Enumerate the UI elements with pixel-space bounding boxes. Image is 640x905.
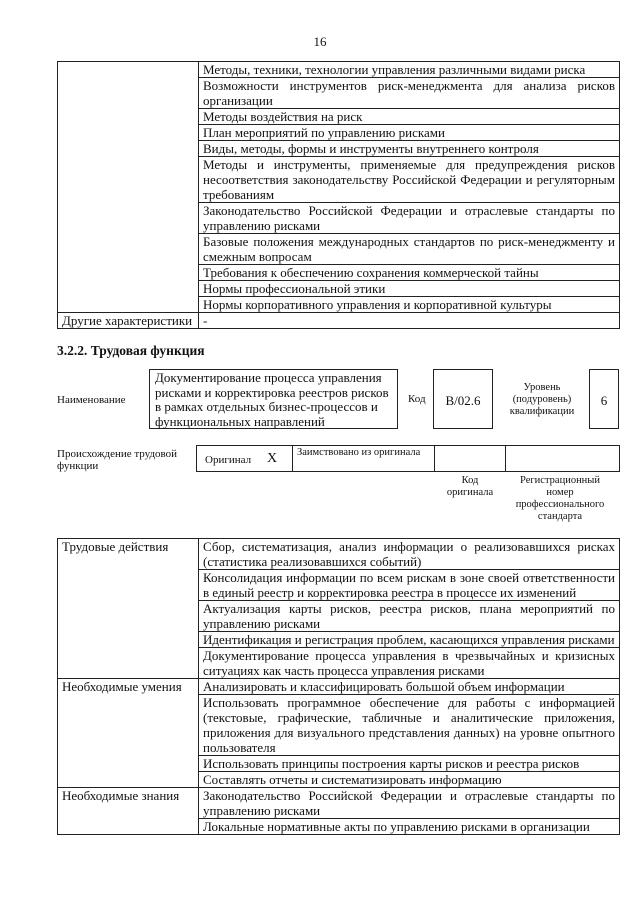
level-value: 6	[600, 393, 608, 408]
table-cell: Законодательство Российской Федерации и отраслевые стандарты по управлению рисками	[199, 788, 620, 819]
table-cell: Анализировать и классифицировать большой объем информации	[199, 679, 620, 695]
regnum-caption: Регистрационный номер профессионального стандарта	[515, 475, 605, 522]
table-cell: Методы и инструменты, применяемые для предупреждения рисков несоответствия законодательству Российской Федерации и регуляторным требованиям	[199, 157, 620, 203]
divider-3	[505, 446, 506, 471]
table-cell: План мероприятий по управлению рисками	[199, 125, 620, 141]
borrowed-label: Заимствовано из оригинала	[297, 447, 421, 458]
table-cell: Локальные нормативные акты по управлению рисками в организации	[199, 819, 620, 835]
level-value-box	[589, 369, 619, 429]
table-cell: Актуализация карты рисков, реестра рисков, плана мероприятий по управлению рисками	[199, 601, 620, 632]
original-label: Оригинал	[205, 454, 252, 466]
name-value: Документирование процесса управления рисками и корректировка реестров рисков в рамках отдельных бизнес-процессов и функциональных направлений	[155, 370, 389, 429]
code-value: B/02.6	[445, 393, 481, 408]
group-label: Необходимые знания	[58, 788, 199, 835]
divider-1	[292, 446, 293, 471]
table-cell: Возможности инструментов риск-менеджмента для анализа рисков организации	[199, 78, 620, 109]
table-row	[58, 679, 620, 695]
origin-label: Происхождение трудовой функции	[57, 448, 178, 472]
table-cell: Базовые положения международных стандартов по риск-менеджменту и смежным вопросам	[199, 234, 620, 265]
other-characteristics-label: Другие характеристики	[58, 313, 199, 329]
code-label: Код	[408, 393, 426, 405]
page-number: 16	[313, 34, 327, 49]
table-cell: Требования к обеспечению сохранения коммерческой тайны	[199, 265, 620, 281]
table-cell: Нормы корпоративного управления и корпоративной культуры	[199, 297, 620, 313]
table-row	[58, 788, 620, 819]
original-mark: X	[267, 451, 278, 466]
function-details-table	[57, 538, 620, 835]
table-cell: Использовать программное обеспечение для работы с информацией (текстовые, графические, табличные и аналитические приложения, приложения для визуального представления данных) на уровне опытного пользователя	[199, 695, 620, 756]
row-label-cell	[58, 62, 199, 313]
table-cell: Идентификация и регистрация проблем, касающихся управления рисками	[199, 632, 620, 648]
table-cell: Методы, техники, технологии управления различными видами риска	[199, 62, 620, 78]
table-cell: Законодательство Российской Федерации и отраслевые стандарты по управлению рисками	[199, 203, 620, 234]
table-cell: Использовать принципы построения карты рисков и реестра рисков	[199, 756, 620, 772]
table-cell: Виды, методы, формы и инструменты внутреннего контроля	[199, 141, 620, 157]
table-row	[58, 539, 620, 570]
divider-2	[434, 446, 435, 471]
name-label: Наименование	[57, 394, 126, 406]
table-row	[58, 62, 620, 78]
other-characteristics-value: -	[199, 313, 620, 329]
name-value-box	[149, 369, 398, 429]
group-label: Необходимые умения	[58, 679, 199, 788]
table-cell: Методы воздействия на риск	[199, 109, 620, 125]
other-characteristics-row	[58, 313, 620, 329]
group-label: Трудовые действия	[58, 539, 199, 679]
table-cell: Составлять отчеты и систематизировать информацию	[199, 772, 620, 788]
code-value-box	[433, 369, 493, 429]
table-cell: Сбор, систематизация, анализ информации о реализовавшихся рисках (статистика реализовавшихся событий)	[199, 539, 620, 570]
table-cell: Консолидация информации по всем рискам в зоне своей ответственности в единый реестр и корректировка реестра в процессе их изменений	[199, 570, 620, 601]
origin-row	[196, 445, 620, 472]
level-label: Уровень (подуровень) квалификации	[509, 382, 575, 417]
table-cell: Документирование процесса управления в чрезвычайных и кризисных ситуациях как часть процесса управления рисками	[199, 648, 620, 679]
knowledge-continuation-table	[57, 61, 620, 329]
section-heading: 3.2.2. Трудовая функция	[57, 343, 205, 358]
code-caption: Код оригинала	[446, 475, 494, 498]
table-cell: Нормы профессиональной этики	[199, 281, 620, 297]
